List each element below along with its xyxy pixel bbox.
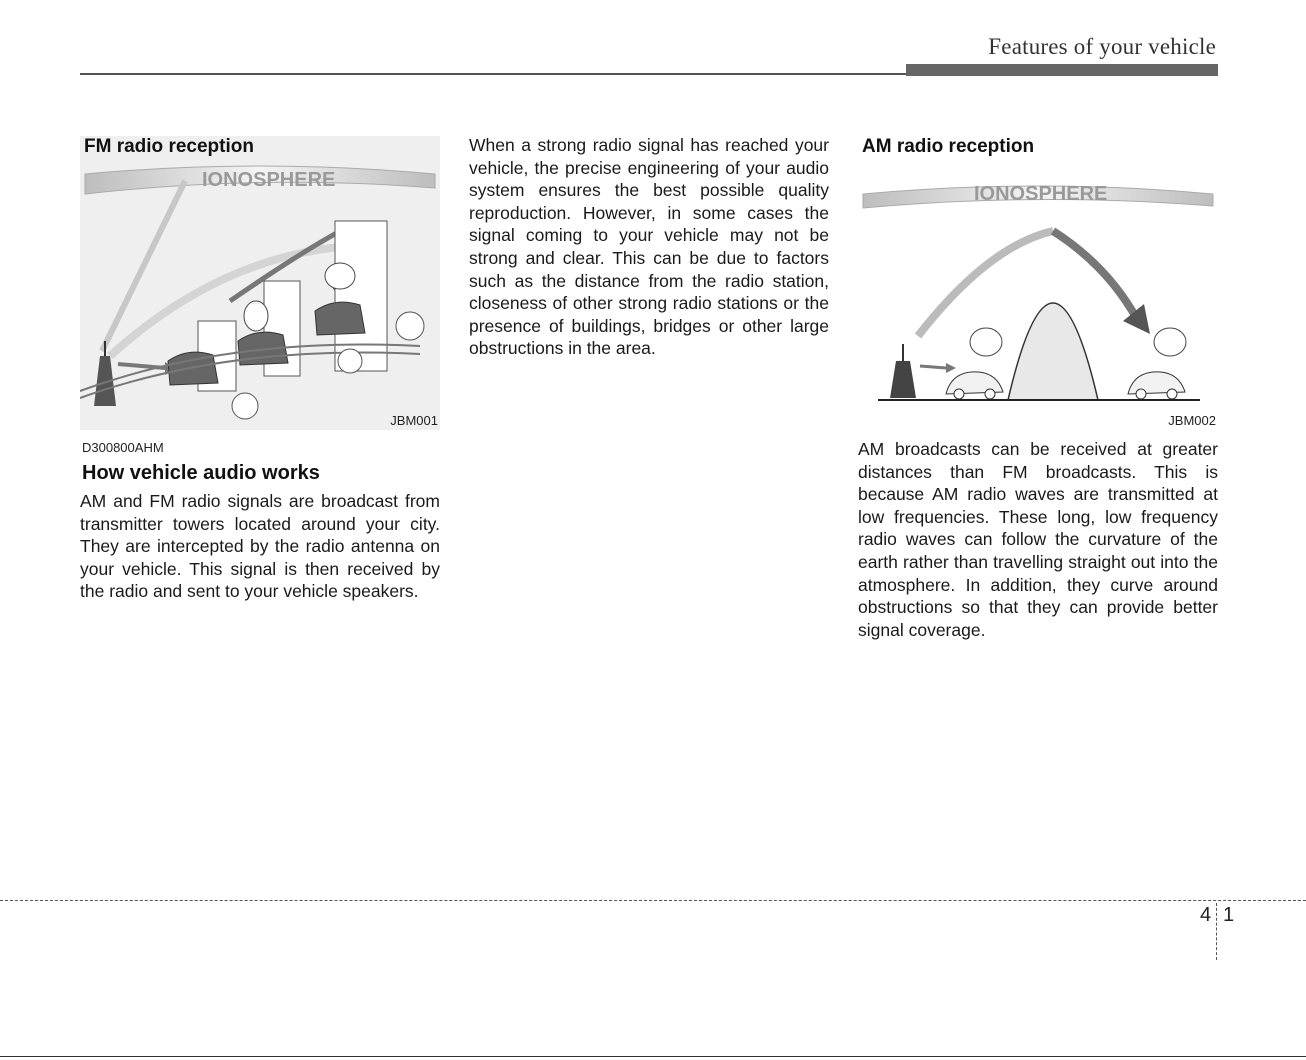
am-ionosphere-label: IONOSPHERE bbox=[974, 183, 1108, 205]
middle-paragraph: When a strong radio signal has reached your vehicle, the precise engineering of your audio system ensures the best possible quality reproduction. However, in some cases the signal coming to your vehicle may not be strong and clear. This can be due to factors such as the distance from the radio station, closeness of other strong radio stations or the presence of buildings, bridges or other large obstructions in the area. bbox=[469, 135, 829, 359]
am-reception-illustration bbox=[858, 136, 1218, 430]
fm-reception-illustration bbox=[80, 136, 440, 430]
page-number: 1 bbox=[1223, 904, 1235, 926]
footer-divider bbox=[1216, 903, 1217, 960]
bottom-rule bbox=[0, 1056, 1306, 1057]
right-paragraph: AM broadcasts can be received at greater distances than FM broadcasts. This is because AM radio waves are transmitted at low frequencies. These long, low frequency radio waves can follow the curvature of the earth rather than travelling straight out into the atmosphere. In addition, they curve around obstructions so that they can provide better signal coverage. bbox=[858, 439, 1218, 640]
am-figure-code: JBM002 bbox=[1168, 413, 1216, 428]
left-paragraph: AM and FM radio signals are broadcast from transmitter towers located around your city. They are intercepted by the radio antenna on your vehicle. This signal is then received by the radio and sent to your vehicle speakers. bbox=[80, 491, 440, 602]
chapter-number: 4 bbox=[1200, 904, 1212, 926]
am-radio-figure bbox=[858, 136, 1218, 430]
fm-ionosphere-label: IONOSPHERE bbox=[202, 169, 336, 191]
header-accent-bar bbox=[906, 64, 1218, 76]
am-figure-title: AM radio reception bbox=[862, 136, 1035, 157]
section-code: D300800AHM bbox=[82, 440, 164, 455]
fm-figure-title: FM radio reception bbox=[84, 136, 254, 157]
page-header-title: Features of your vehicle bbox=[988, 34, 1216, 59]
fm-figure-code: JBM001 bbox=[390, 413, 438, 428]
section-heading: How vehicle audio works bbox=[82, 462, 320, 484]
header-rule bbox=[80, 73, 906, 75]
footer-dashed-rule bbox=[0, 900, 1306, 901]
fm-radio-figure bbox=[80, 136, 440, 430]
